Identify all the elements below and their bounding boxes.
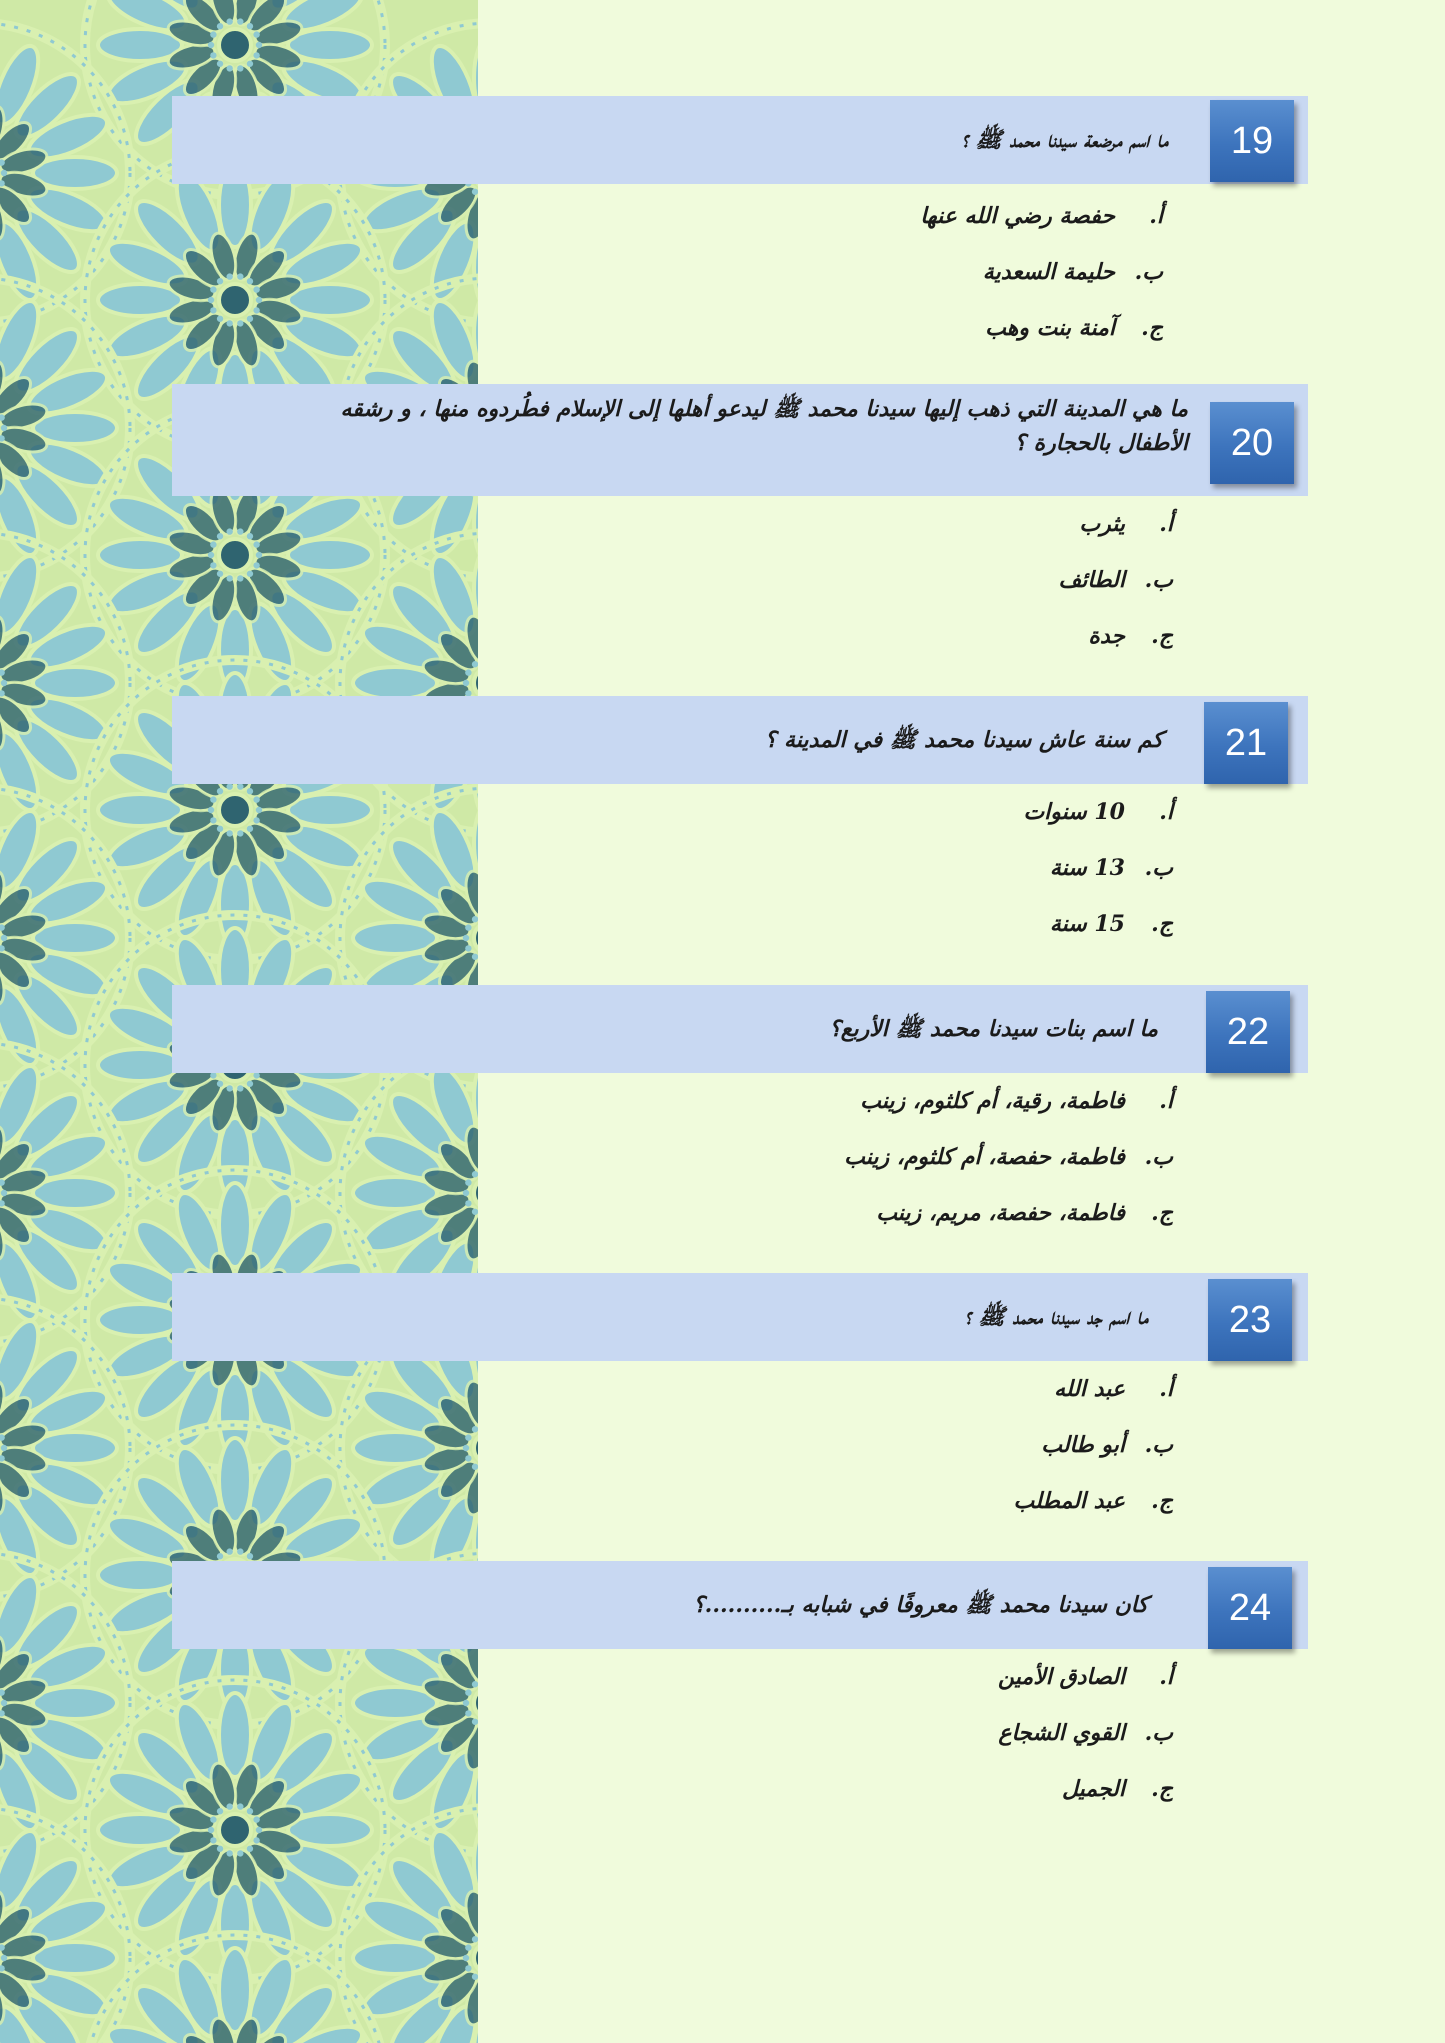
- option-text: فاطمة، حفصة، أم كلثوم، زينب: [844, 1144, 1125, 1170]
- option-text: فاطمة، رقية، أم كلثوم، زينب: [860, 1088, 1125, 1114]
- option-c: [844, 1185, 1173, 1241]
- question-number-badge: 23: [1208, 1279, 1292, 1361]
- options-list: [998, 1649, 1173, 1817]
- option-text: جدة: [1088, 623, 1125, 649]
- options-list: [1059, 496, 1173, 664]
- options-list: [920, 188, 1163, 356]
- option-text: عبد المطلب: [1013, 1488, 1125, 1514]
- option-text: 13 سنة: [1049, 855, 1125, 881]
- question-text: ما اسم بنات سيدنا محمد ﷺ الأربع؟: [829, 1016, 1158, 1042]
- option-c: [998, 1761, 1173, 1817]
- question-text: كان سيدنا محمد ﷺ معروفًا في شبابه بـ..........؟: [693, 1592, 1148, 1618]
- option-letter: ب.: [1144, 1432, 1173, 1458]
- option-letter: ج.: [1151, 911, 1173, 937]
- option-text: الصادق الأمين: [998, 1664, 1125, 1690]
- option-text: حفصة رضي الله عنها: [920, 203, 1115, 229]
- option-letter: أ.: [1159, 1664, 1173, 1690]
- option-text: يثرب: [1079, 511, 1125, 537]
- question-number-badge: 20: [1210, 402, 1294, 484]
- option-a: [998, 1649, 1173, 1705]
- option-c: [920, 300, 1163, 356]
- option-b: [844, 1129, 1173, 1185]
- option-a: [844, 1073, 1173, 1129]
- question-text: ما اسم مرضعة سيدنا محمد ﷺ ؟: [961, 127, 1168, 153]
- option-text: فاطمة، حفصة، مريم، زينب: [876, 1200, 1125, 1226]
- question-number-badge: 21: [1204, 702, 1288, 784]
- option-letter: ب.: [1144, 1144, 1173, 1170]
- option-text: الجميل: [1061, 1776, 1125, 1802]
- option-letter: أ.: [1159, 1088, 1173, 1114]
- option-letter: أ.: [1149, 203, 1163, 229]
- question-text: ما اسم جد سيدنا محمد ﷺ ؟: [964, 1304, 1148, 1330]
- option-text: 15 سنة: [1049, 911, 1125, 937]
- option-letter: ب.: [1144, 855, 1173, 881]
- option-b: [1023, 840, 1173, 896]
- option-b: [1059, 552, 1173, 608]
- option-letter: أ.: [1159, 1376, 1173, 1402]
- option-c: [1023, 896, 1173, 952]
- question-number-badge: 19: [1210, 100, 1294, 182]
- question-text: ما هي المدينة التي ذهب إليها سيدنا محمد ﷺ ليدعو أهلها إلى الإسلام فطُردوه منها ، و رشقه الأطفال بالحجارة ؟: [340, 396, 1188, 456]
- question-number-badge: 24: [1208, 1567, 1292, 1649]
- option-letter: أ.: [1159, 511, 1173, 537]
- option-letter: أ.: [1159, 799, 1173, 825]
- question-text: كم سنة عاش سيدنا محمد ﷺ في المدينة ؟: [764, 727, 1163, 753]
- option-a: [1023, 784, 1173, 840]
- option-text: عبد الله: [1054, 1376, 1125, 1402]
- option-letter: ج.: [1141, 315, 1163, 341]
- question-number-badge: 22: [1206, 991, 1290, 1073]
- options-list: [1014, 1361, 1173, 1529]
- option-text: الطائف: [1058, 567, 1125, 593]
- option-text: 10 سنوات: [1023, 799, 1125, 825]
- option-c: [1059, 608, 1173, 664]
- option-letter: ج.: [1151, 1776, 1173, 1802]
- option-text: حليمة السعدية: [982, 259, 1115, 285]
- option-letter: ج.: [1151, 623, 1173, 649]
- options-list: [844, 1073, 1173, 1241]
- option-b: [1014, 1417, 1173, 1473]
- option-text: القوي الشجاع: [998, 1720, 1125, 1746]
- option-a: [1059, 496, 1173, 552]
- option-letter: ج.: [1151, 1488, 1173, 1514]
- option-letter: ب.: [1144, 567, 1173, 593]
- option-b: [998, 1705, 1173, 1761]
- option-letter: ب.: [1144, 1720, 1173, 1746]
- option-letter: ب.: [1134, 259, 1163, 285]
- option-a: [920, 188, 1163, 244]
- option-c: [1014, 1473, 1173, 1529]
- option-letter: ج.: [1151, 1200, 1173, 1226]
- option-a: [1014, 1361, 1173, 1417]
- options-list: [1023, 784, 1173, 952]
- option-text: آمنة بنت وهب: [985, 315, 1115, 341]
- option-text: أبو طالب: [1041, 1432, 1125, 1458]
- option-b: [920, 244, 1163, 300]
